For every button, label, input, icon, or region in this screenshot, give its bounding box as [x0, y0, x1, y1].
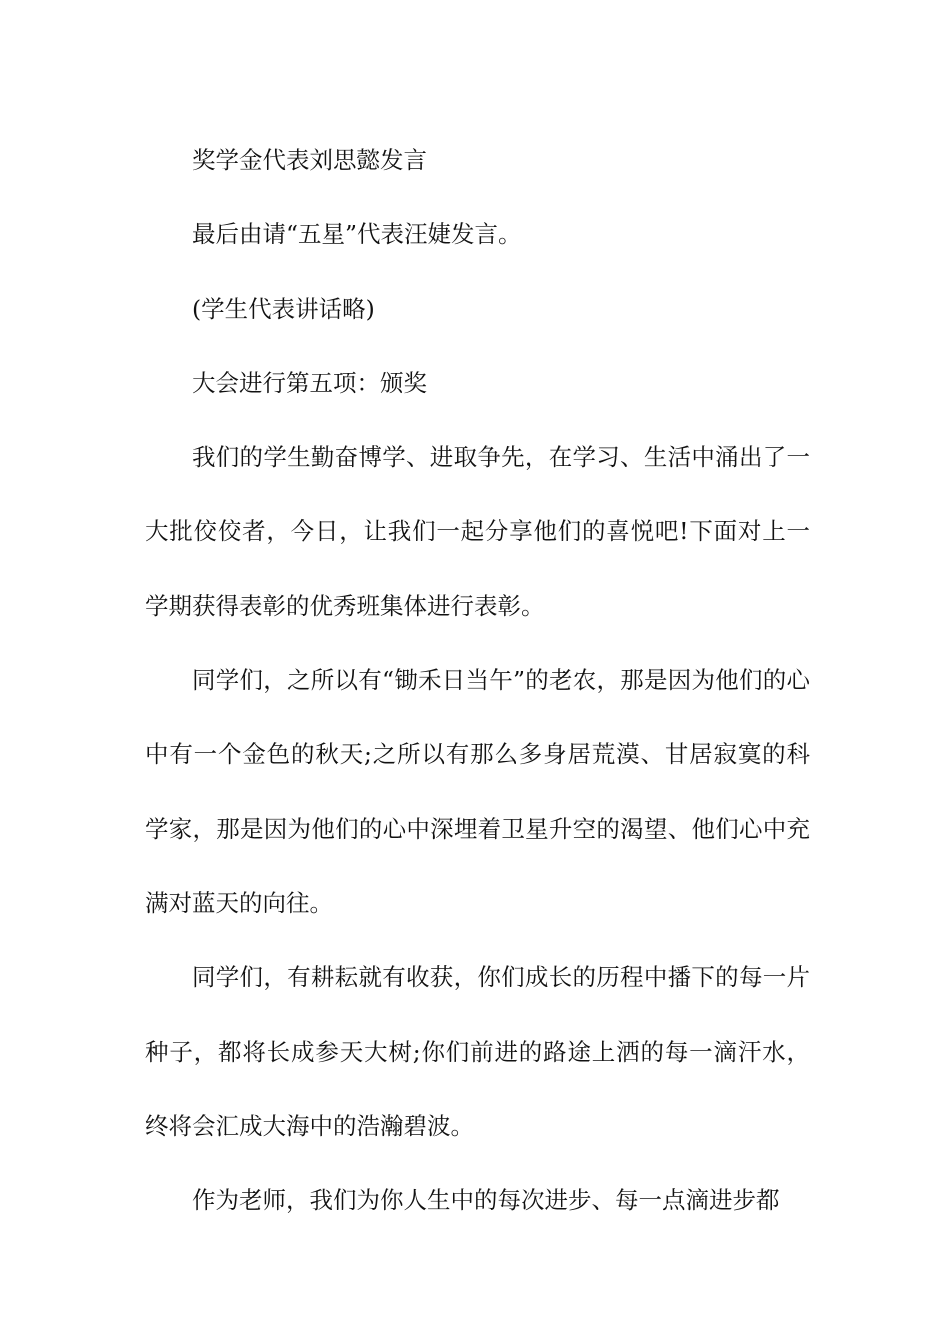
paragraph-harvest: 同学们，有耕耘就有收获，你们成长的历程中播下的每一片种子，都将长成参天大树;你们前进的路途上洒的每一滴汗水，终将会汇成大海中的浩瀚碧波。 [145, 963, 810, 1140]
paragraph-agenda-item-five: 大会进行第五项：颁奖 [192, 368, 427, 397]
paragraph-teacher-pride: 作为老师，我们为你人生中的每次进步、每一点滴进步都 [192, 1186, 780, 1215]
paragraph-farmer-scientist: 同学们，之所以有“锄禾日当午”的老农，那是因为他们的心中有一个金色的秋天;之所以有那么多身居荒漠、甘居寂寞的科学家，那是因为他们的心中深埋着卫星升空的渴望、他们心中充满对蓝天的向往。 [145, 666, 810, 917]
paragraph-five-star-speaker: 最后由请“五星”代表汪婕发言。 [192, 220, 522, 249]
document-body [145, 123, 810, 1237]
paragraph-speech-omitted: (学生代表讲话略) [192, 294, 375, 323]
paragraph-award-intro: 我们的学生勤奋博学、进取争先，在学习、生活中涌出了一大批佼佼者，今日，让我们一起分享他们的喜悦吧!下面对上一学期获得表彰的优秀班集体进行表彰。 [145, 443, 810, 620]
paragraph-scholarship-speaker: 奖学金代表刘思懿发言 [192, 146, 427, 174]
